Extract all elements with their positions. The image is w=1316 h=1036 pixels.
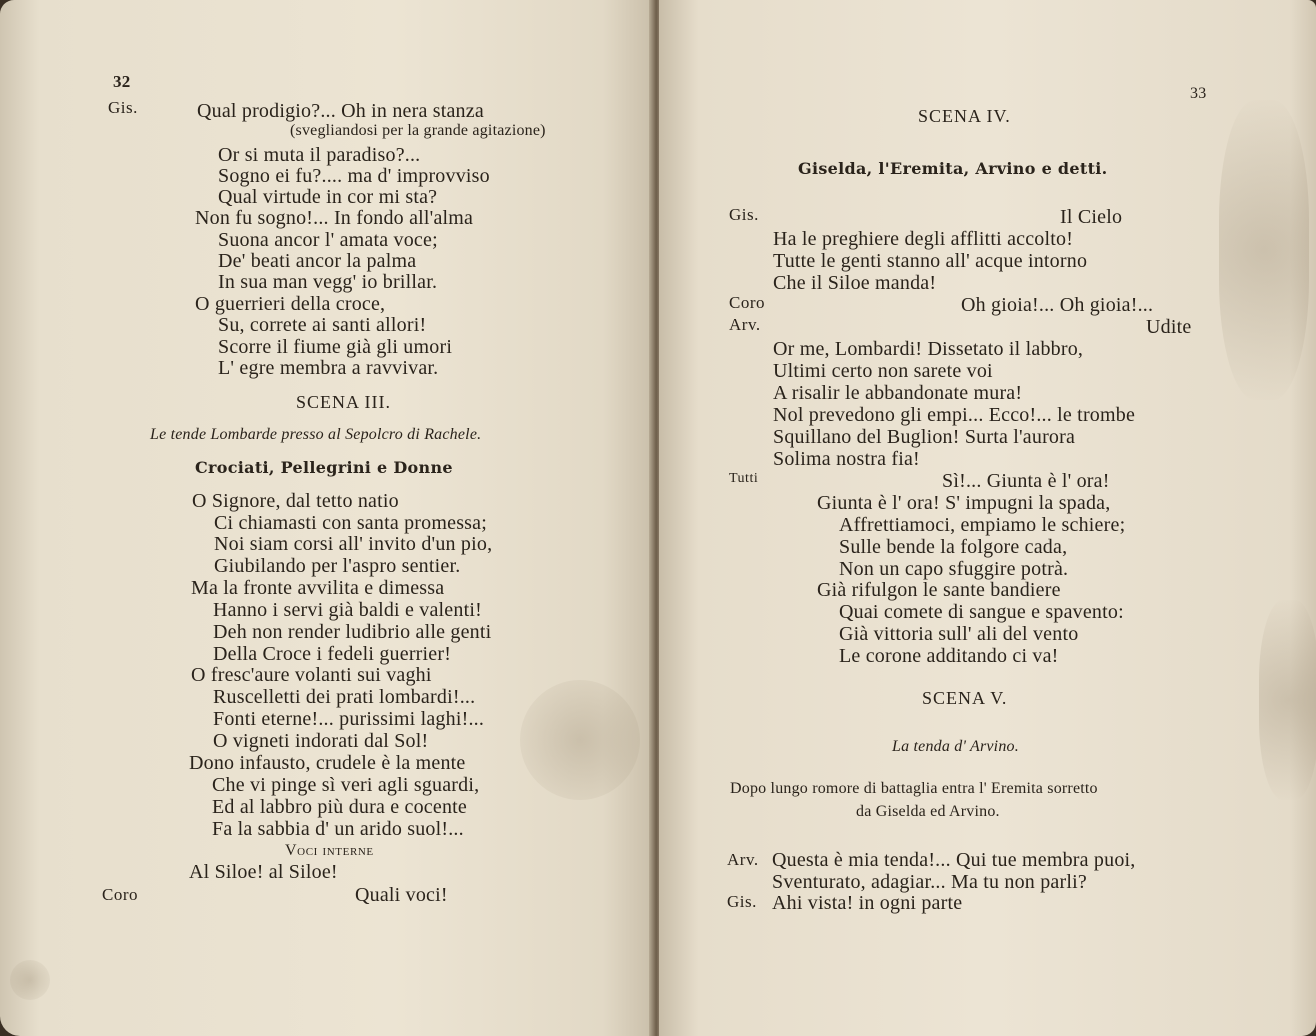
- verse-line: Giubilando per l'aspro sentier.: [214, 555, 461, 577]
- speaker-label: Coro: [102, 885, 138, 904]
- verse-line: Udite: [1146, 316, 1192, 338]
- verse-line: Tutte le genti stanno all' acque intorno: [773, 250, 1088, 272]
- scene-heading: SCENA IV.: [918, 106, 1011, 126]
- verse-line: Che il Siloe manda!: [773, 272, 937, 294]
- verse-line: Noi siam corsi all' invito d'un pio,: [214, 533, 493, 555]
- verse-line: Or me, Lombardi! Dissetato il labbro,: [773, 338, 1084, 360]
- verse-line: A risalir le abbandonate mura!: [773, 382, 1023, 404]
- scene-setting: Le tende Lombarde presso al Sepolcro di Rachele.: [150, 426, 482, 443]
- verse-line: Ahi vista! in ogni parte: [772, 892, 963, 914]
- verse-line: Giunta è l' ora! S' impugni la spada,: [817, 492, 1111, 514]
- verse-line: Sulle bende la folgore cada,: [839, 536, 1068, 558]
- characters-line: Giselda, l'Eremita, Arvino e detti.: [798, 159, 1108, 178]
- verse-line: Le corone additando ci va!: [839, 645, 1059, 667]
- verse-line: Oh gioia!... Oh gioia!...: [961, 294, 1154, 316]
- verse-line: Quai comete di sangue e spavento:: [839, 601, 1124, 623]
- verse-line: Nol prevedono gli empi... Ecco!... le trombe: [773, 404, 1136, 426]
- speaker-label: Arv.: [727, 850, 759, 869]
- verse-line: Qual virtude in cor mi sta?: [218, 186, 438, 208]
- verse-line: Qual prodigio?... Oh in nera stanza: [197, 100, 484, 122]
- verse-line: Il Cielo: [1060, 206, 1123, 228]
- scene-setting: La tenda d' Arvino.: [892, 738, 1019, 755]
- verse-line: Ultimi certo non sarete voi: [773, 360, 993, 382]
- speaker-label: Gis.: [727, 892, 757, 911]
- verse-line: O guerrieri della croce,: [195, 293, 386, 315]
- verse-line: Su, correte ai santi allori!: [218, 314, 427, 336]
- verse-line: Ma la fronte avvilita e dimessa: [191, 577, 445, 599]
- verse-line: Fa la sabbia d' un arido suol!...: [212, 818, 464, 840]
- verse-line: Che vi pinge sì veri agli sguardi,: [212, 774, 480, 796]
- scene-heading: SCENA III.: [296, 392, 391, 412]
- speaker-label: Gis.: [108, 98, 138, 117]
- verse-line: In sua man vegg' io brillar.: [218, 271, 438, 293]
- speaker-label: Arv.: [729, 315, 761, 334]
- verse-line: Già vittoria sull' ali del vento: [839, 623, 1079, 645]
- verse-line: O fresc'aure volanti sui vaghi: [191, 664, 432, 686]
- verse-line: Ed al labbro più dura e cocente: [212, 796, 467, 818]
- verse-line: Questa è mia tenda!... Qui tue membra puoi,: [772, 849, 1136, 871]
- verse-line: Sogno ei fu?.... ma d' improvviso: [218, 165, 490, 187]
- page-number: 32: [113, 72, 131, 91]
- verse-line: Ruscelletti dei prati lombardi!...: [213, 686, 476, 708]
- stage-direction: da Giselda ed Arvino.: [856, 803, 1000, 820]
- stage-direction: Dopo lungo romore di battaglia entra l' Eremita sorretto: [730, 780, 1098, 797]
- verse-line: O Signore, dal tetto natio: [192, 490, 399, 512]
- verse-line: O vigneti indorati dal Sol!: [213, 730, 429, 752]
- verse-line: Non un capo sfuggire potrà.: [839, 558, 1069, 580]
- page-number: 33: [1190, 85, 1207, 102]
- verse-line: Or si muta il paradiso?...: [218, 144, 421, 166]
- verse-line: De' beati ancor la palma: [218, 250, 417, 272]
- speaker-label: Tutti: [729, 471, 759, 486]
- verse-line: Al Siloe! al Siloe!: [189, 861, 338, 883]
- scene-heading: SCENA V.: [922, 688, 1008, 708]
- verse-line: Scorre il fiume già gli umori: [218, 336, 453, 358]
- verse-line: Deh non render ludibrio alle genti: [213, 621, 492, 643]
- verse-line: Solima nostra fia!: [773, 448, 920, 470]
- verse-line: Squillano del Buglion! Surta l'aurora: [773, 426, 1076, 448]
- verse-line: Della Croce i fedeli guerrier!: [213, 643, 452, 665]
- verse-line: Suona ancor l' amata voce;: [218, 229, 438, 251]
- characters-line: Crociati, Pellegrini e Donne: [195, 458, 453, 477]
- verse-line: Sì!... Giunta è l' ora!: [942, 470, 1110, 492]
- verse-line: Sventurato, adagiar... Ma tu non parli?: [772, 871, 1087, 893]
- speaker-label: Voci interne: [285, 842, 374, 859]
- verse-line: Già rifulgon le sante bandiere: [817, 579, 1061, 601]
- stage-direction: (svegliandosi per la grande agitazione): [290, 122, 546, 139]
- verse-line: Hanno i servi già baldi e valenti!: [213, 599, 482, 621]
- right-page: [659, 0, 1316, 1036]
- verse-line: Ci chiamasti con santa promessa;: [214, 512, 488, 534]
- verse-line: Ha le preghiere degli afflitti accolto!: [773, 228, 1074, 250]
- left-page: [0, 0, 655, 1036]
- verse-line: Dono infausto, crudele è la mente: [189, 752, 466, 774]
- speaker-label: Gis.: [729, 205, 759, 224]
- verse-line: Fonti eterne!... purissimi laghi!...: [213, 708, 485, 730]
- verse-line: Quali voci!: [355, 884, 448, 906]
- speaker-label: Coro: [729, 293, 765, 312]
- verse-line: L' egre membra a ravvivar.: [218, 357, 439, 379]
- verse-line: Affrettiamoci, empiamo le schiere;: [839, 514, 1126, 536]
- verse-line: Non fu sogno!... In fondo all'alma: [195, 207, 474, 229]
